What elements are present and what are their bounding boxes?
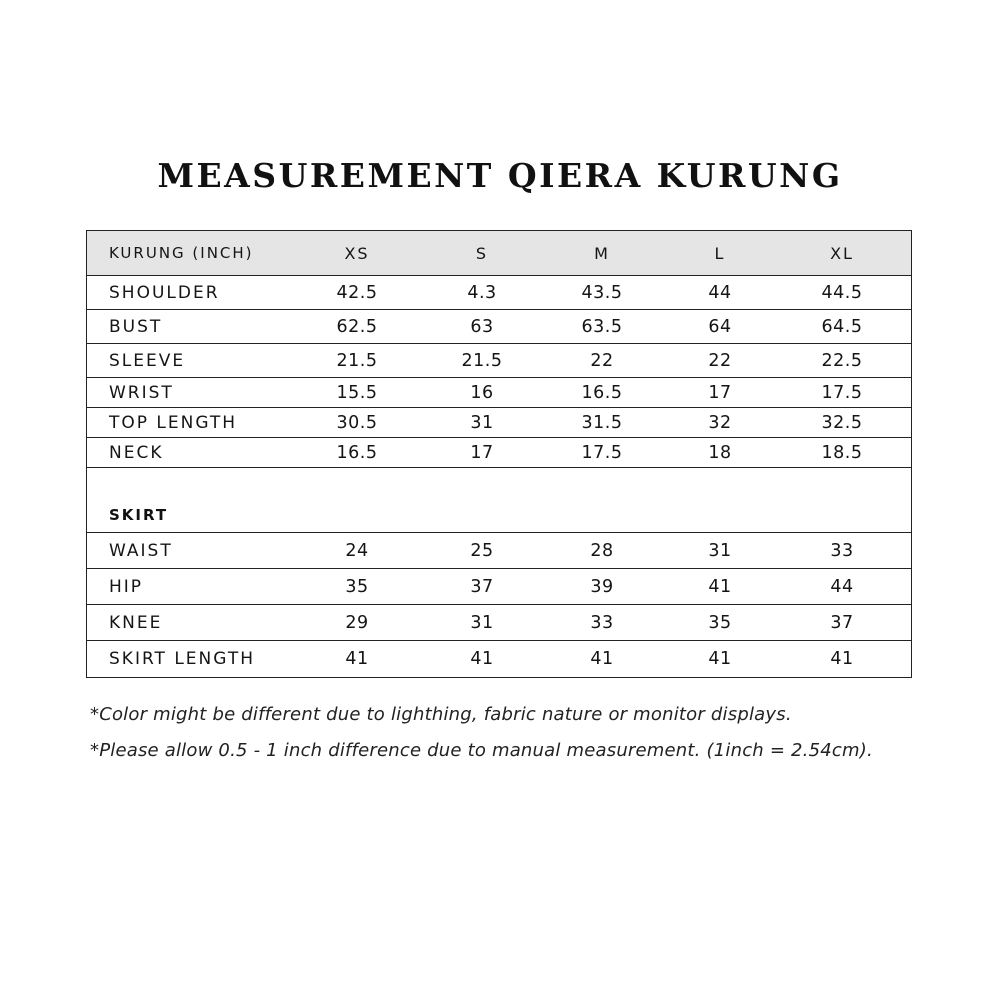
cell-value: 22	[590, 350, 614, 371]
cell-value: 32.5	[821, 412, 863, 433]
measurement-table	[86, 230, 912, 678]
cell-value: 16.5	[581, 382, 623, 403]
skirt-section-label: SKIRT	[109, 506, 169, 524]
cell-value: 44	[830, 576, 854, 597]
cell-value: 15.5	[336, 382, 378, 403]
cell-value: 31	[708, 540, 732, 561]
cell-value: 21.5	[336, 350, 378, 371]
cell-value: 31	[470, 412, 494, 433]
cell-value: 22	[708, 350, 732, 371]
cell-value: 24	[345, 540, 369, 561]
cell-value: 35	[708, 612, 732, 633]
cell-value: 17.5	[581, 442, 623, 463]
header-size-l: L	[714, 243, 726, 263]
row-label: TOP LENGTH	[109, 412, 238, 433]
measurement-tolerance-note: *Please allow 0.5 - 1 inch difference due to manual measurement. (1inch = 2.54cm).	[90, 740, 873, 761]
cell-value: 31	[470, 612, 494, 633]
header-size-s: S	[475, 243, 489, 263]
cell-value: 18	[708, 442, 732, 463]
table-row	[87, 344, 911, 378]
row-label: WRIST	[109, 382, 174, 403]
cell-value: 41	[590, 649, 614, 669]
cell-value: 25	[470, 540, 494, 561]
cell-value: 37	[470, 576, 494, 597]
cell-value: 39	[590, 576, 614, 597]
cell-value: 41	[708, 576, 732, 597]
cell-value: 63	[470, 316, 494, 337]
row-label: BUST	[109, 316, 163, 337]
row-label: NECK	[109, 442, 164, 463]
cell-value: 41	[830, 649, 854, 669]
cell-value: 41	[708, 649, 732, 669]
cell-value: 62.5	[336, 316, 378, 337]
cell-value: 44.5	[821, 282, 863, 303]
table-row	[87, 641, 911, 677]
row-label: WAIST	[109, 540, 173, 561]
cell-value: 16.5	[336, 442, 378, 463]
cell-value: 17	[708, 382, 732, 403]
table-row	[87, 310, 911, 344]
cell-value: 29	[345, 612, 369, 633]
row-label: KNEE	[109, 612, 163, 633]
cell-value: 41	[470, 649, 494, 669]
cell-value: 44	[708, 282, 732, 303]
cell-value: 41	[345, 649, 369, 669]
table-row	[87, 569, 911, 605]
cell-value: 64	[708, 316, 732, 337]
header-size-xl: XL	[830, 243, 854, 263]
cell-value: 22.5	[821, 350, 863, 371]
cell-value: 17.5	[821, 382, 863, 403]
cell-value: 63.5	[581, 316, 623, 337]
cell-value: 32	[708, 412, 732, 433]
cell-value: 42.5	[336, 282, 378, 303]
cell-value: 4.3	[467, 282, 497, 303]
header-size-m: M	[594, 243, 610, 263]
row-label: SHOULDER	[109, 282, 220, 303]
header-label: KURUNG (INCH)	[109, 244, 254, 262]
cell-value: 30.5	[336, 412, 378, 433]
color-disclaimer-note: *Color might be different due to lighthing, fabric nature or monitor displays.	[90, 704, 792, 725]
table-row	[87, 276, 911, 310]
row-label: HIP	[109, 576, 144, 597]
cell-value: 17	[470, 442, 494, 463]
row-label: SKIRT LENGTH	[109, 649, 255, 669]
cell-value: 43.5	[581, 282, 623, 303]
cell-value: 16	[470, 382, 494, 403]
table-row	[87, 533, 911, 569]
cell-value: 33	[830, 540, 854, 561]
cell-value: 28	[590, 540, 614, 561]
table-row	[87, 378, 911, 408]
cell-value: 31.5	[581, 412, 623, 433]
cell-value: 37	[830, 612, 854, 633]
cell-value: 64.5	[821, 316, 863, 337]
cell-value: 21.5	[461, 350, 503, 371]
table-row	[87, 605, 911, 641]
header-size-xs: XS	[344, 243, 370, 263]
table-header-row	[87, 231, 911, 276]
page-title: MEASUREMENT QIERA KURUNG	[157, 156, 843, 195]
cell-value: 18.5	[821, 442, 863, 463]
cell-value: 35	[345, 576, 369, 597]
row-label: SLEEVE	[109, 350, 186, 371]
table-row	[87, 438, 911, 468]
table-row	[87, 408, 911, 438]
skirt-section-row	[87, 468, 911, 533]
cell-value: 33	[590, 612, 614, 633]
